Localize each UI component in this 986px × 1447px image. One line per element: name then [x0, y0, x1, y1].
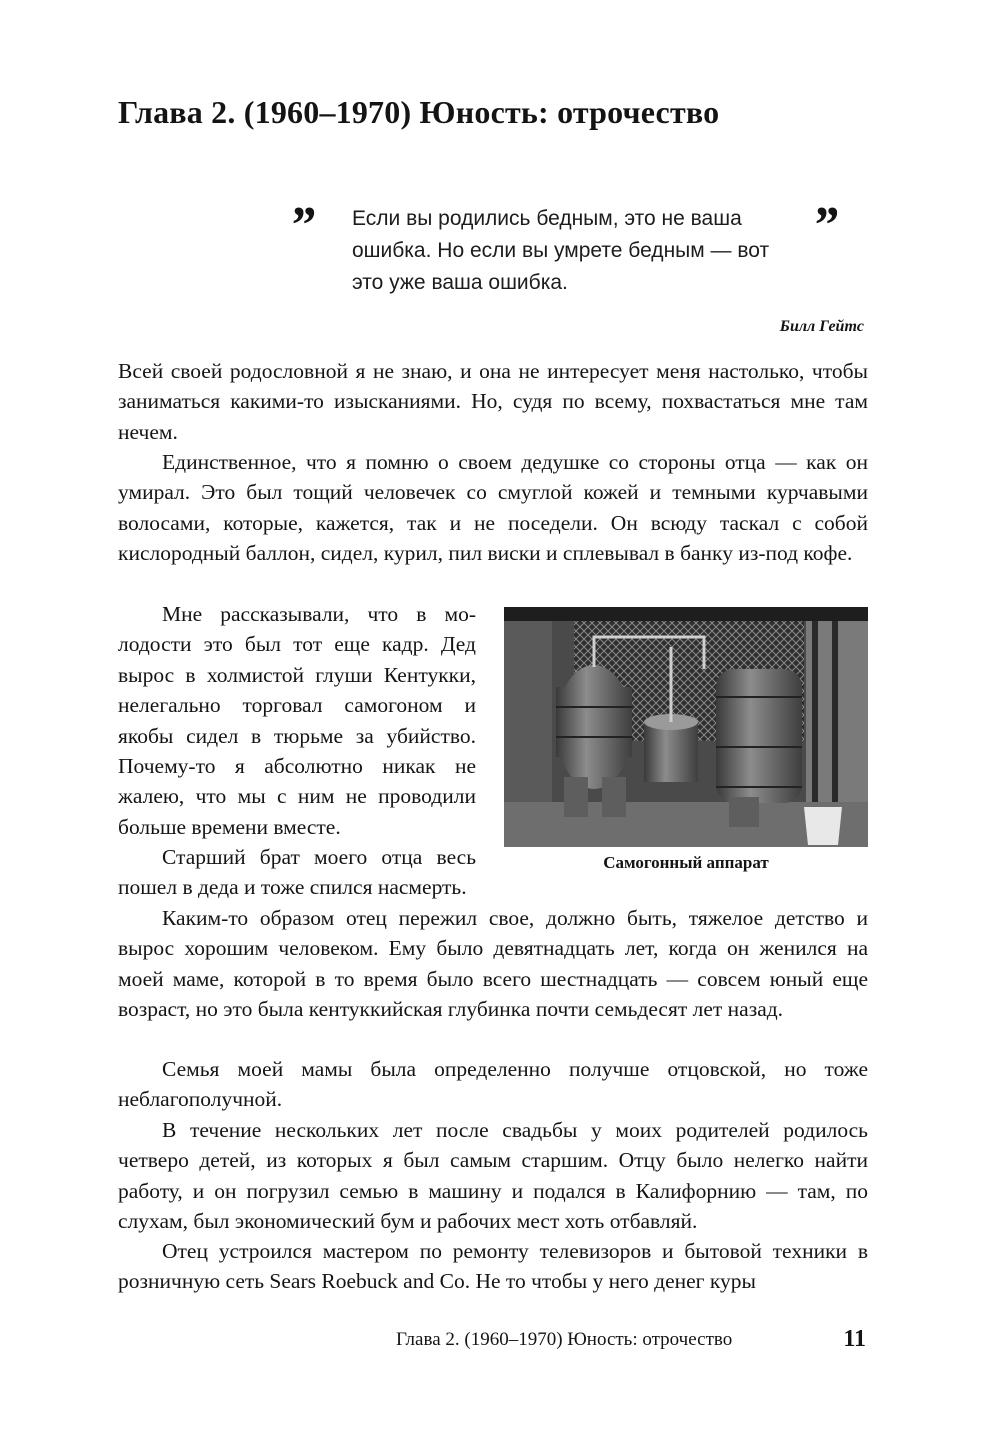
epigraph-open-quote: ” — [289, 197, 315, 254]
body-paragraph: В течение нескольких лет после свадьбы у моих родителей родилось четверо детей, из которых я был самым старшим. Отцу было нелегко найти работу, и он погрузил семью в машину и подался в Калифорнию — там, по слухам, был экономический бум и рабочих мест хоть отбавляй. — [118, 1118, 868, 1234]
body-paragraph: Всей своей родословной я не знаю, и она не интересует меня настолько, чтобы заниматься какими-то изысканиями. Но, судя по всему, похвастаться мне там нечем. — [118, 359, 868, 444]
body-paragraph: Каким-то образом отец пережил свое, должно быть, тяжелое детство и вырос хорошим человеком. Ему было девятнадцать лет, когда он женился на моей маме, которой в то время было всего шестнадцать — совсем юный еще возраст, но это была кентуккийская глубинка почти семьдесят лет назад. — [118, 906, 868, 1022]
figure-photo — [504, 607, 868, 847]
chapter-title: Глава 2. (1960–1970) Юность: отрочество — [118, 94, 720, 130]
running-head: Глава 2. (1960–1970) Юность: отрочество — [396, 1329, 733, 1350]
body-paragraph: Отец устроился мастером по ремонту телевизоров и бытовой техники в розничную сеть Sears Roebuck and Co. Не то чтобы у него денег куры — [118, 1239, 868, 1294]
figure-caption: Самогонный аппарат — [603, 853, 769, 872]
body-paragraph: Единственное, что я помню о своем дедушке со стороны отца — как он умирал. Это был тощий человечек со смуглой кожей и темными курчавыми волосами, которые, кажется, так и не поседели. Он всюду таскал с собой кислородный баллон, сидел, курил, пил виски и сплевывал в банку из-под кофе. — [118, 450, 868, 566]
epigraph-author: Билл Гейтс — [779, 318, 864, 335]
body-paragraph: Семья моей мамы была определенно получше отцовской, но тоже неблагополучной. — [118, 1057, 868, 1112]
epigraph-close-quote: ” — [812, 197, 838, 254]
body-paragraph: Мне рассказывали, что в молодости это был тот еще кадр. Дед вырос в холмистой глуши Кентукки, нелегально торговал самогоном и якобы сидел в тюрьме за убийство. Почему-то я абсолютно никак не жалею, что мы с ним не проводили больше времени вместе. — [118, 602, 476, 839]
body-paragraph: Старший брат моего отца весь пошел в деда и тоже спился насмерть. — [118, 845, 476, 900]
epigraph-text: Если вы родились бедным, это не ваша ошибка. Но если вы умрете бедным — вот это уже ваша ошибка. — [352, 207, 770, 294]
page-number: 11 — [843, 1326, 866, 1352]
